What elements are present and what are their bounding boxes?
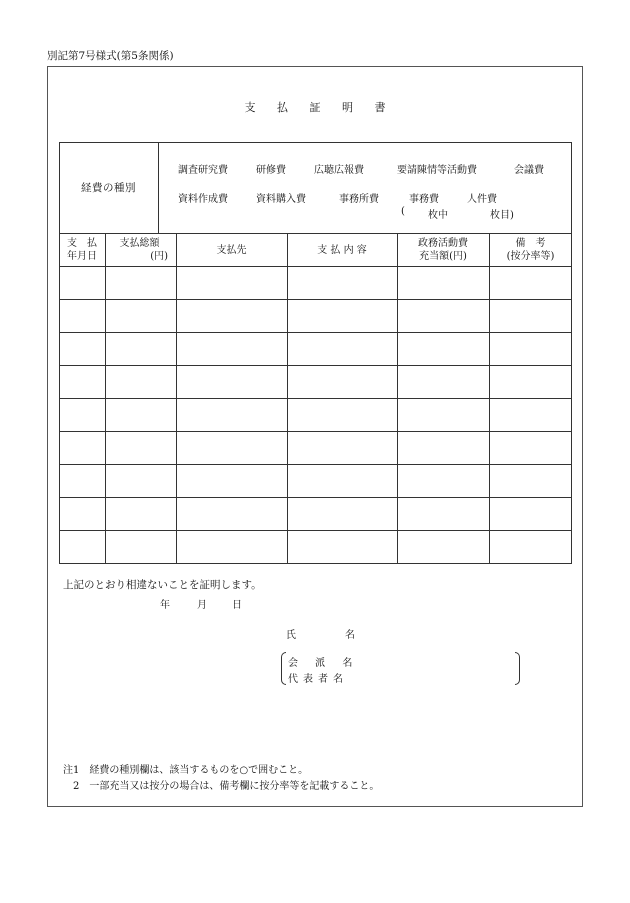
allocated-amount-cell[interactable]	[398, 531, 489, 563]
category-personnel[interactable]: 人件費	[467, 194, 497, 205]
allocated-amount-cell[interactable]	[398, 399, 489, 431]
payment-date-cell[interactable]	[60, 366, 105, 398]
total-amount-cell[interactable]	[106, 267, 176, 299]
header-total-amount-line1: 支払総額	[119, 238, 160, 249]
remarks-cell[interactable]	[490, 432, 572, 464]
payment-details-cell[interactable]	[288, 300, 397, 332]
header-payee	[176, 234, 287, 266]
remarks-cell[interactable]	[490, 531, 572, 563]
payment-details-cell[interactable]	[288, 432, 397, 464]
category-meeting[interactable]: 会議費	[514, 165, 544, 176]
date-year[interactable]: 年	[160, 600, 170, 611]
total-amount-cell[interactable]	[106, 432, 176, 464]
allocated-amount-cell[interactable]	[398, 300, 489, 332]
payee-cell[interactable]	[177, 432, 287, 464]
category-office[interactable]: 事務所費	[339, 194, 379, 205]
payment-details-cell[interactable]	[288, 366, 397, 398]
header-payment-date-line1: 支 払	[67, 238, 97, 249]
payment-date-cell[interactable]	[60, 465, 105, 497]
allocated-amount-cell[interactable]	[398, 366, 489, 398]
remarks-cell[interactable]	[490, 498, 572, 530]
total-amount-cell[interactable]	[106, 399, 176, 431]
total-amount-cell[interactable]	[106, 531, 176, 563]
header-total-amount	[105, 234, 176, 266]
date-day[interactable]: 日	[232, 600, 242, 611]
payment-details-cell[interactable]	[288, 531, 397, 563]
name-label-a: 氏	[286, 630, 296, 641]
payment-date-cell[interactable]	[60, 333, 105, 365]
date-month[interactable]: 月	[197, 600, 207, 611]
note-2: 2 一部充当又は按分の場合は、備考欄に按分率等を記載すること。	[63, 781, 380, 792]
category-materials-creation[interactable]: 資料作成費	[178, 194, 228, 205]
header-allocated-amount	[397, 234, 489, 266]
header-remarks-line1: 備 考	[515, 238, 546, 249]
representative-name-label[interactable]: 代表者名	[288, 674, 348, 685]
payment-date-cell[interactable]	[60, 300, 105, 332]
sheet-note-total: 枚中	[428, 210, 448, 221]
payment-date-cell[interactable]	[60, 432, 105, 464]
payment-details-cell[interactable]	[288, 399, 397, 431]
remarks-cell[interactable]	[490, 465, 572, 497]
expense-category-label: 経費の種別	[81, 182, 136, 194]
payment-details-cell[interactable]	[288, 333, 397, 365]
category-research[interactable]: 調査研究費	[178, 165, 228, 176]
remarks-cell[interactable]	[490, 399, 572, 431]
payment-date-cell[interactable]	[60, 531, 105, 563]
payee-cell[interactable]	[177, 267, 287, 299]
group-name-label[interactable]: 会 派 名	[288, 658, 360, 669]
attestation-statement: 上記のとおり相違ないことを証明します。	[63, 579, 262, 591]
total-amount-cell[interactable]	[106, 498, 176, 530]
total-amount-cell[interactable]	[106, 465, 176, 497]
header-remarks-line2: (按分率等)	[506, 251, 555, 262]
sheet-note-open: (	[401, 206, 405, 217]
payee-cell[interactable]	[177, 366, 287, 398]
category-public-relations[interactable]: 広聴広報費	[314, 165, 364, 176]
payee-cell[interactable]	[177, 333, 287, 365]
header-total-amount-line2: (円)	[150, 251, 168, 262]
payee-cell[interactable]	[177, 498, 287, 530]
form-reference: 別記第7号様式(第5条関係)	[47, 50, 174, 62]
remarks-cell[interactable]	[490, 333, 572, 365]
allocated-amount-cell[interactable]	[398, 498, 489, 530]
header-payee-line1: 支払先	[216, 244, 247, 256]
note-1: 注1 経費の種別欄は、該当するものを○で囲むこと。	[63, 765, 309, 776]
payment-details-cell[interactable]	[288, 498, 397, 530]
document-title: 支 払 証 明 書	[244, 101, 395, 114]
payment-details-cell[interactable]	[288, 465, 397, 497]
allocated-amount-cell[interactable]	[398, 432, 489, 464]
allocated-amount-cell[interactable]	[398, 267, 489, 299]
total-amount-cell[interactable]	[106, 366, 176, 398]
bracket-right	[515, 652, 520, 685]
header-payment-date	[59, 234, 105, 266]
category-petition[interactable]: 要請陳情等活動費	[397, 165, 477, 176]
bracket-left	[281, 652, 286, 685]
allocated-amount-cell[interactable]	[398, 333, 489, 365]
header-payment-date-line2: 年月日	[67, 251, 97, 262]
header-payment-details-line1: 支 払 内 容	[317, 244, 367, 256]
payee-cell[interactable]	[177, 531, 287, 563]
header-allocated-amount-line2: 充当額(円)	[419, 251, 467, 262]
header-remarks	[489, 234, 572, 266]
sheet-note-current: 枚目)	[490, 210, 514, 221]
name-label-b: 名	[345, 630, 355, 641]
header-payment-details	[287, 234, 397, 266]
payee-cell[interactable]	[177, 399, 287, 431]
payment-date-cell[interactable]	[60, 498, 105, 530]
remarks-cell[interactable]	[490, 366, 572, 398]
header-allocated-amount-line1: 政務活動費	[418, 238, 468, 249]
category-divider	[158, 142, 159, 234]
category-clerical[interactable]: 事務費	[409, 194, 439, 205]
category-materials-purchase[interactable]: 資料購入費	[256, 194, 306, 205]
remarks-cell[interactable]	[490, 300, 572, 332]
category-training[interactable]: 研修費	[256, 165, 286, 176]
allocated-amount-cell[interactable]	[398, 465, 489, 497]
payee-cell[interactable]	[177, 465, 287, 497]
payment-date-cell[interactable]	[60, 267, 105, 299]
payment-details-cell[interactable]	[288, 267, 397, 299]
remarks-cell[interactable]	[490, 267, 572, 299]
payee-cell[interactable]	[177, 300, 287, 332]
total-amount-cell[interactable]	[106, 333, 176, 365]
payment-date-cell[interactable]	[60, 399, 105, 431]
total-amount-cell[interactable]	[106, 300, 176, 332]
